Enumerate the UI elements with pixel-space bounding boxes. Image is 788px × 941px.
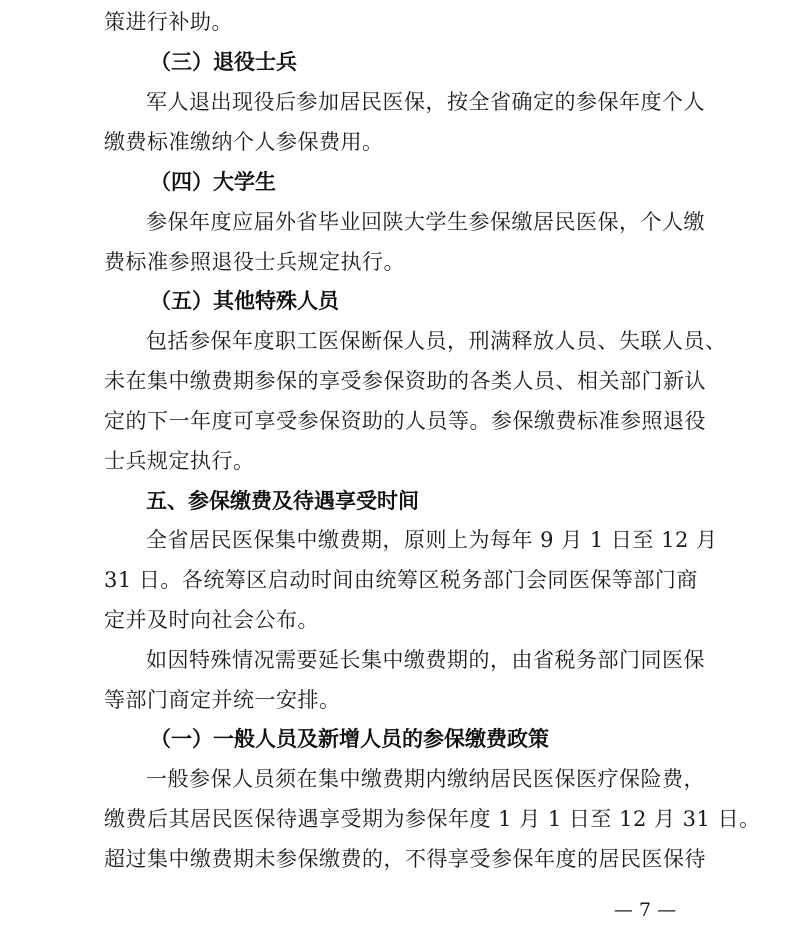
- heading-other: （五）其他特殊人员: [150, 289, 339, 313]
- students-line-2: 费标准参照退役士兵规定执行。: [104, 250, 405, 274]
- section-five-p1-line-3: 定并及时向社会公布。: [104, 608, 319, 632]
- heading-general: （一）一般人员及新增人员的参保缴费政策: [150, 727, 549, 751]
- continuation-line: 策进行补助。: [104, 10, 233, 34]
- other-line-1: 包括参保年度职工医保断保人员，刑满释放人员、失联人员、: [146, 329, 727, 353]
- general-line-2: 缴费后其居民医保待遇享受期为参保年度 1 月 1 日至 12 月 31 日。: [104, 807, 761, 831]
- heading-section-five: 五、参保缴费及待遇享受时间: [146, 489, 419, 513]
- other-line-3: 定的下一年度可享受参保资助的人员等。参保缴费标准参照退役: [104, 409, 706, 433]
- page-number: — 7 —: [613, 899, 677, 921]
- veterans-line-1: 军人退出现役后参加居民医保，按全省确定的参保年度个人: [146, 90, 705, 114]
- general-line-3: 超过集中缴费期未参保缴费的，不得享受参保年度的居民医保待: [104, 847, 706, 871]
- other-line-2: 未在集中缴费期参保的享受参保资助的各类人员、相关部门新认: [104, 369, 706, 393]
- section-five-p2-line-2: 等部门商定并统一安排。: [104, 688, 341, 712]
- other-line-4: 士兵规定执行。: [104, 449, 255, 473]
- section-five-p1-line-2: 31 日。各统筹区启动时间由统筹区税务部门会同医保等部门商: [104, 568, 698, 592]
- students-line-1: 参保年度应届外省毕业回陕大学生参保缴居民医保，个人缴: [146, 210, 705, 234]
- veterans-line-2: 缴费标准缴纳个人参保费用。: [104, 130, 384, 154]
- section-five-p2-line-1: 如因特殊情况需要延长集中缴费期的，由省税务部门同医保: [146, 648, 705, 672]
- general-line-1: 一般参保人员须在集中缴费期内缴纳居民医保医疗保险费，: [146, 767, 705, 791]
- heading-veterans: （三）退役士兵: [150, 50, 297, 74]
- heading-students: （四）大学生: [150, 170, 276, 194]
- section-five-p1-line-1: 全省居民医保集中缴费期，原则上为每年 9 月 1 日至 12 月: [146, 528, 718, 552]
